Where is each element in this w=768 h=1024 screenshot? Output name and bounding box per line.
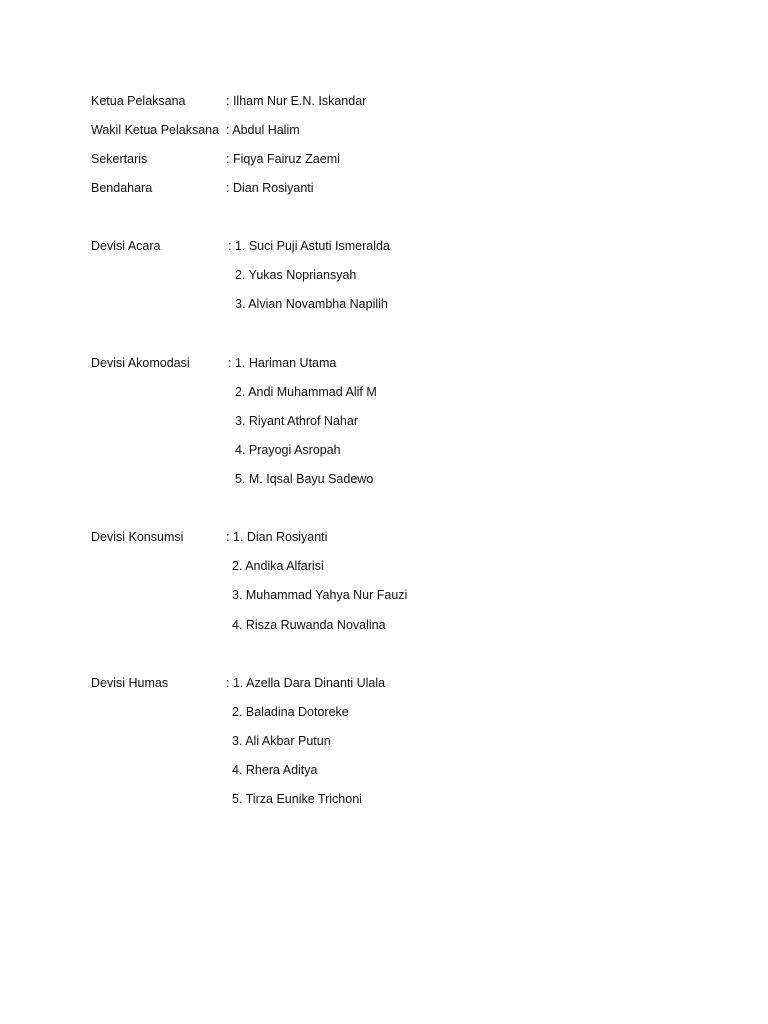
officer-label: Ketua Pelaksana — [91, 94, 186, 108]
officer-value: : Dian Rosiyanti — [226, 181, 314, 195]
division-member: 4. Rhera Aditya — [232, 763, 318, 777]
officer-label: Wakil Ketua Pelaksana — [91, 123, 220, 137]
officer-value: : Fiqya Fairuz Zaemi — [226, 152, 340, 166]
division-member: 5. Tirza Eunike Trichoni — [232, 792, 362, 806]
division-member: 2. Andika Alfarisi — [232, 559, 324, 573]
division-member: 4. Prayogi Asropah — [235, 443, 341, 457]
division-member: 3. Ali Akbar Putun — [232, 734, 331, 748]
division-member: 3. Muhammad Yahya Nur Fauzi — [232, 588, 408, 602]
division-label: Devisi Humas — [91, 676, 169, 690]
division-member: : 1. Hariman Utama — [228, 356, 337, 370]
officer-label: Bendahara — [91, 181, 153, 195]
division-member: 4. Risza Ruwanda Novalina — [232, 618, 386, 632]
officer-label: Sekertaris — [91, 152, 148, 166]
division-member: 3. Riyant Athrof Nahar — [235, 414, 358, 428]
division-member: : 1. Azella Dara Dinanti Ulala — [226, 676, 386, 690]
division-member: 3. Alvian Novambha Napilih — [235, 297, 388, 311]
division-label: Devisi Acara — [91, 239, 161, 253]
division-member: : 1. Dian Rosiyanti — [226, 530, 328, 544]
officer-value: : Ilham Nur E.N. Iskandar — [226, 94, 367, 108]
division-label: Devisi Konsumsi — [91, 530, 184, 544]
officer-value: : Abdul Halim — [226, 123, 300, 137]
division-member: 5. M. Iqsal Bayu Sadewo — [235, 472, 374, 486]
division-member: 2. Baladina Dotoreke — [232, 705, 349, 719]
division-member: 2. Andi Muhammad Alif M — [235, 385, 377, 399]
division-label: Devisi Akomodasi — [91, 356, 190, 370]
division-member: 2. Yukas Nopriansyah — [235, 268, 357, 282]
division-member: : 1. Suci Puji Astuti Ismeralda — [228, 239, 390, 253]
